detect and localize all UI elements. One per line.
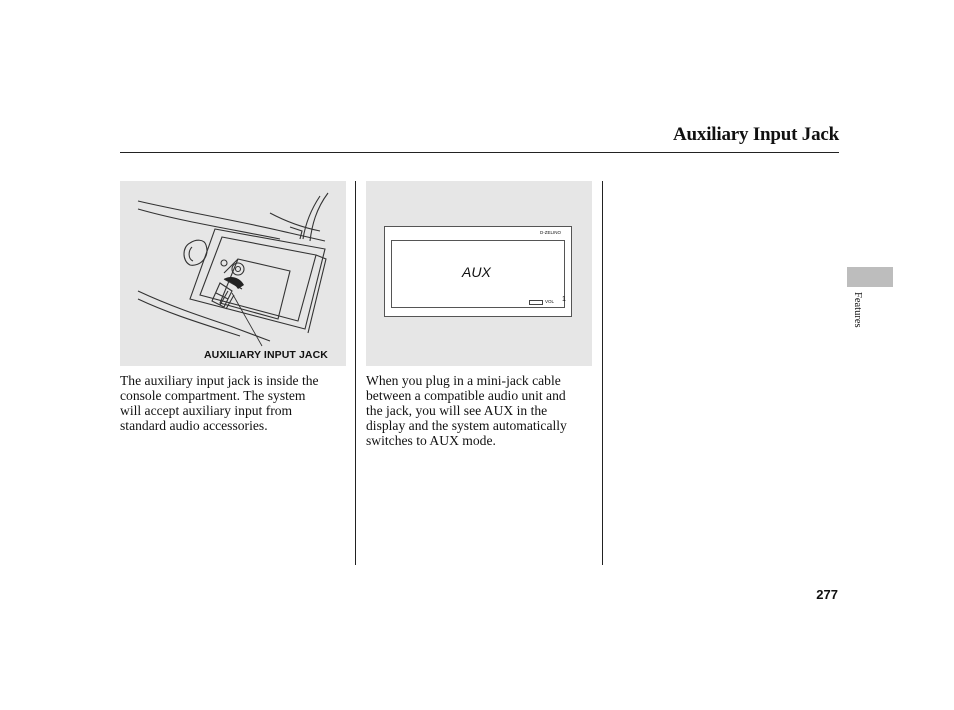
volume-bar xyxy=(529,300,543,305)
console-compartment-illustration xyxy=(120,181,346,366)
column-divider-2 xyxy=(602,181,603,565)
column-divider-1 xyxy=(355,181,356,565)
section-tab-label: Features xyxy=(852,292,863,328)
display-indicator: D-ZELINO xyxy=(540,230,562,235)
display-screen xyxy=(391,240,565,308)
volume-label: VOL xyxy=(545,299,555,304)
volume-value: 1 xyxy=(562,296,566,303)
column1-text: The auxiliary input jack is inside the console compartment. The system will accept auxiliary input from standard audio accessories. xyxy=(120,373,319,433)
page-title: Auxiliary Input Jack xyxy=(673,124,839,145)
audio-display xyxy=(384,226,572,317)
header-rule xyxy=(120,152,839,153)
column2-text: When you plug in a mini-jack cable between a compatible audio unit and the jack, you will see AUX in the display and the system automatically switches to AUX mode. xyxy=(366,373,567,448)
page-number: 277 xyxy=(816,587,838,602)
console-illustration-panel xyxy=(120,181,346,366)
figure-caption: AUXILIARY INPUT JACK xyxy=(204,349,328,361)
section-tab xyxy=(847,267,893,287)
aux-mode-text: AUX xyxy=(462,264,491,280)
